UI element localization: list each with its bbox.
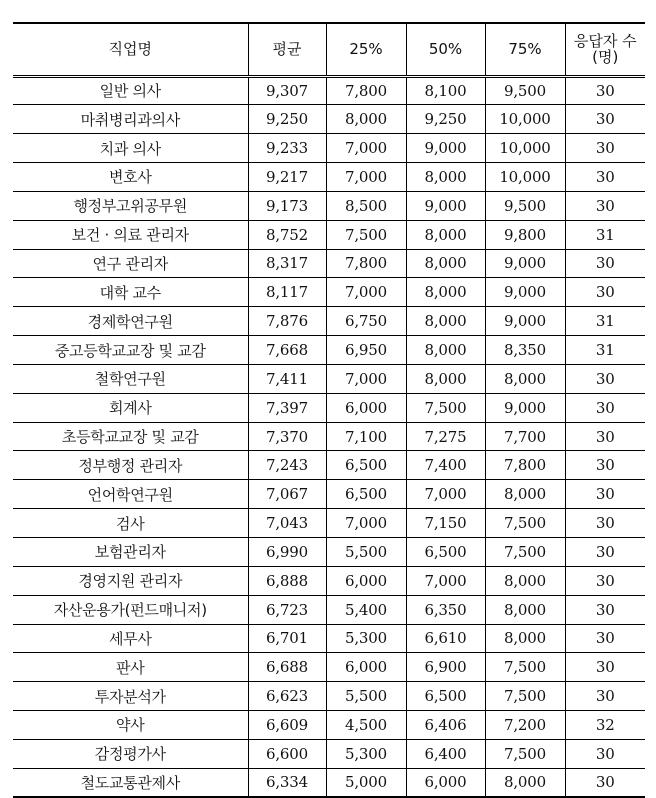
cell-p75: 7,500 xyxy=(485,682,565,711)
table-row xyxy=(13,422,645,451)
cell-p50: 8,000 xyxy=(406,307,485,336)
cell-p25: 6,750 xyxy=(326,307,406,336)
cell-respondents: 30 xyxy=(565,191,645,220)
cell-p50: 6,350 xyxy=(406,595,485,624)
cell-p75: 9,000 xyxy=(485,249,565,278)
table-row xyxy=(13,682,645,711)
cell-p75: 8,000 xyxy=(485,595,565,624)
cell-p75: 8,000 xyxy=(485,768,565,797)
cell-p25: 4,500 xyxy=(326,711,406,740)
cell-average: 8,317 xyxy=(248,249,326,278)
cell-job: 경제학연구원 xyxy=(13,307,248,336)
cell-job: 일반 의사 xyxy=(13,76,248,105)
cell-p25: 7,500 xyxy=(326,220,406,249)
cell-p75: 7,500 xyxy=(485,653,565,682)
cell-respondents: 30 xyxy=(565,451,645,480)
cell-respondents: 30 xyxy=(565,538,645,567)
cell-p25: 7,800 xyxy=(326,76,406,105)
cell-average: 6,888 xyxy=(248,566,326,595)
cell-p75: 9,500 xyxy=(485,76,565,105)
cell-respondents: 31 xyxy=(565,220,645,249)
cell-average: 7,067 xyxy=(248,480,326,509)
table-row xyxy=(13,191,645,220)
table-row xyxy=(13,566,645,595)
cell-job: 철학연구원 xyxy=(13,364,248,393)
cell-average: 7,370 xyxy=(248,422,326,451)
cell-average: 6,600 xyxy=(248,739,326,768)
cell-p75: 9,000 xyxy=(485,307,565,336)
cell-job: 정부행정 관리자 xyxy=(13,451,248,480)
table-row xyxy=(13,278,645,307)
cell-p25: 6,000 xyxy=(326,393,406,422)
cell-job: 초등학교교장 및 교감 xyxy=(13,422,248,451)
table-row xyxy=(13,249,645,278)
cell-p25: 7,000 xyxy=(326,364,406,393)
cell-respondents: 30 xyxy=(565,249,645,278)
cell-average: 6,701 xyxy=(248,624,326,653)
cell-average: 6,623 xyxy=(248,682,326,711)
cell-respondents: 30 xyxy=(565,76,645,105)
salary-table xyxy=(13,22,645,798)
table-body xyxy=(13,76,645,797)
cell-respondents: 30 xyxy=(565,278,645,307)
table-row xyxy=(13,711,645,740)
cell-respondents: 30 xyxy=(565,653,645,682)
cell-average: 7,668 xyxy=(248,336,326,365)
cell-average: 9,217 xyxy=(248,163,326,192)
cell-average: 6,723 xyxy=(248,595,326,624)
cell-job: 자산운용가(펀드매니저) xyxy=(13,595,248,624)
header-row xyxy=(13,23,645,76)
cell-respondents: 32 xyxy=(565,711,645,740)
cell-job: 변호사 xyxy=(13,163,248,192)
cell-p50: 8,000 xyxy=(406,220,485,249)
table-row xyxy=(13,163,645,192)
cell-p25: 7,000 xyxy=(326,134,406,163)
cell-p50: 8,000 xyxy=(406,163,485,192)
cell-p25: 6,950 xyxy=(326,336,406,365)
cell-p50: 6,500 xyxy=(406,538,485,567)
cell-p25: 8,000 xyxy=(326,105,406,134)
table-row xyxy=(13,307,645,336)
cell-p75: 10,000 xyxy=(485,134,565,163)
table-header xyxy=(13,23,645,76)
cell-p25: 5,400 xyxy=(326,595,406,624)
cell-average: 9,233 xyxy=(248,134,326,163)
cell-p75: 7,800 xyxy=(485,451,565,480)
cell-p75: 8,000 xyxy=(485,566,565,595)
cell-p50: 8,000 xyxy=(406,364,485,393)
cell-p50: 6,406 xyxy=(406,711,485,740)
cell-p25: 6,000 xyxy=(326,566,406,595)
cell-average: 7,876 xyxy=(248,307,326,336)
cell-average: 7,043 xyxy=(248,509,326,538)
cell-job: 연구 관리자 xyxy=(13,249,248,278)
cell-p75: 7,500 xyxy=(485,739,565,768)
header-p50: 50% xyxy=(406,23,485,76)
cell-p50: 6,900 xyxy=(406,653,485,682)
cell-respondents: 31 xyxy=(565,307,645,336)
cell-p25: 5,500 xyxy=(326,682,406,711)
cell-p25: 6,000 xyxy=(326,653,406,682)
cell-job: 언어학연구원 xyxy=(13,480,248,509)
cell-average: 8,752 xyxy=(248,220,326,249)
cell-average: 6,609 xyxy=(248,711,326,740)
cell-p75: 7,500 xyxy=(485,509,565,538)
cell-job: 중고등학교교장 및 교감 xyxy=(13,336,248,365)
salary-table-container xyxy=(13,22,645,798)
cell-p25: 7,100 xyxy=(326,422,406,451)
cell-job: 철도교통관제사 xyxy=(13,768,248,797)
cell-p25: 8,500 xyxy=(326,191,406,220)
cell-p75: 7,200 xyxy=(485,711,565,740)
table-row xyxy=(13,739,645,768)
cell-p25: 7,000 xyxy=(326,509,406,538)
cell-p25: 5,300 xyxy=(326,624,406,653)
cell-respondents: 30 xyxy=(565,364,645,393)
cell-average: 6,334 xyxy=(248,768,326,797)
table-row xyxy=(13,768,645,797)
cell-average: 7,243 xyxy=(248,451,326,480)
cell-p50: 8,000 xyxy=(406,249,485,278)
cell-p75: 9,800 xyxy=(485,220,565,249)
cell-job: 검사 xyxy=(13,509,248,538)
cell-average: 6,688 xyxy=(248,653,326,682)
cell-p75: 10,000 xyxy=(485,163,565,192)
cell-respondents: 30 xyxy=(565,134,645,163)
header-p25: 25% xyxy=(326,23,406,76)
cell-average: 7,411 xyxy=(248,364,326,393)
cell-p75: 7,500 xyxy=(485,538,565,567)
cell-p50: 6,000 xyxy=(406,768,485,797)
cell-respondents: 30 xyxy=(565,422,645,451)
table-row xyxy=(13,595,645,624)
cell-p75: 8,350 xyxy=(485,336,565,365)
cell-p75: 8,000 xyxy=(485,364,565,393)
cell-p50: 6,500 xyxy=(406,682,485,711)
table-row xyxy=(13,336,645,365)
header-p75: 75% xyxy=(485,23,565,76)
cell-average: 9,250 xyxy=(248,105,326,134)
cell-respondents: 30 xyxy=(565,768,645,797)
header-average: 평균 xyxy=(248,23,326,76)
cell-respondents: 30 xyxy=(565,163,645,192)
cell-p25: 5,000 xyxy=(326,768,406,797)
cell-respondents: 30 xyxy=(565,480,645,509)
cell-p50: 8,000 xyxy=(406,278,485,307)
cell-respondents: 31 xyxy=(565,336,645,365)
table-row xyxy=(13,105,645,134)
cell-job: 대학 교수 xyxy=(13,278,248,307)
cell-p75: 7,700 xyxy=(485,422,565,451)
cell-average: 9,173 xyxy=(248,191,326,220)
cell-job: 행정부고위공무원 xyxy=(13,191,248,220)
cell-job: 투자분석가 xyxy=(13,682,248,711)
cell-p25: 5,300 xyxy=(326,739,406,768)
cell-average: 7,397 xyxy=(248,393,326,422)
cell-p75: 8,000 xyxy=(485,480,565,509)
cell-p50: 7,150 xyxy=(406,509,485,538)
cell-p25: 6,500 xyxy=(326,480,406,509)
cell-average: 6,990 xyxy=(248,538,326,567)
cell-job: 회계사 xyxy=(13,393,248,422)
cell-respondents: 30 xyxy=(565,566,645,595)
cell-p50: 9,000 xyxy=(406,134,485,163)
cell-respondents: 30 xyxy=(565,509,645,538)
cell-p25: 5,500 xyxy=(326,538,406,567)
cell-job: 마취병리과의사 xyxy=(13,105,248,134)
cell-respondents: 30 xyxy=(565,739,645,768)
cell-job: 세무사 xyxy=(13,624,248,653)
cell-job: 경영지원 관리자 xyxy=(13,566,248,595)
cell-p75: 9,000 xyxy=(485,278,565,307)
cell-p50: 9,250 xyxy=(406,105,485,134)
cell-job: 감정평가사 xyxy=(13,739,248,768)
table-row xyxy=(13,624,645,653)
table-row xyxy=(13,364,645,393)
cell-p50: 8,000 xyxy=(406,336,485,365)
table-row xyxy=(13,451,645,480)
table-row xyxy=(13,76,645,105)
table-row xyxy=(13,393,645,422)
cell-respondents: 30 xyxy=(565,393,645,422)
cell-job: 보험관리자 xyxy=(13,538,248,567)
table-row xyxy=(13,653,645,682)
cell-job: 보건 · 의료 관리자 xyxy=(13,220,248,249)
cell-job: 판사 xyxy=(13,653,248,682)
cell-p50: 9,000 xyxy=(406,191,485,220)
cell-p25: 7,000 xyxy=(326,278,406,307)
table-row xyxy=(13,220,645,249)
table-row xyxy=(13,480,645,509)
cell-p50: 7,000 xyxy=(406,480,485,509)
header-respondents: 응답자 수 (명) xyxy=(565,23,645,76)
cell-p25: 6,500 xyxy=(326,451,406,480)
cell-p75: 10,000 xyxy=(485,105,565,134)
cell-p50: 7,500 xyxy=(406,393,485,422)
cell-p75: 9,500 xyxy=(485,191,565,220)
cell-p75: 8,000 xyxy=(485,624,565,653)
cell-job: 치과 의사 xyxy=(13,134,248,163)
cell-respondents: 30 xyxy=(565,624,645,653)
cell-respondents: 30 xyxy=(565,595,645,624)
cell-job: 약사 xyxy=(13,711,248,740)
cell-respondents: 30 xyxy=(565,682,645,711)
cell-respondents: 30 xyxy=(565,105,645,134)
table-row xyxy=(13,134,645,163)
cell-p50: 6,610 xyxy=(406,624,485,653)
cell-average: 8,117 xyxy=(248,278,326,307)
cell-p25: 7,000 xyxy=(326,163,406,192)
cell-p25: 7,800 xyxy=(326,249,406,278)
cell-p50: 7,400 xyxy=(406,451,485,480)
table-row xyxy=(13,538,645,567)
cell-p50: 7,000 xyxy=(406,566,485,595)
cell-average: 9,307 xyxy=(248,76,326,105)
cell-p50: 6,400 xyxy=(406,739,485,768)
table-row xyxy=(13,509,645,538)
cell-p75: 9,000 xyxy=(485,393,565,422)
header-job: 직업명 xyxy=(13,23,248,76)
cell-p50: 7,275 xyxy=(406,422,485,451)
cell-p50: 8,100 xyxy=(406,76,485,105)
